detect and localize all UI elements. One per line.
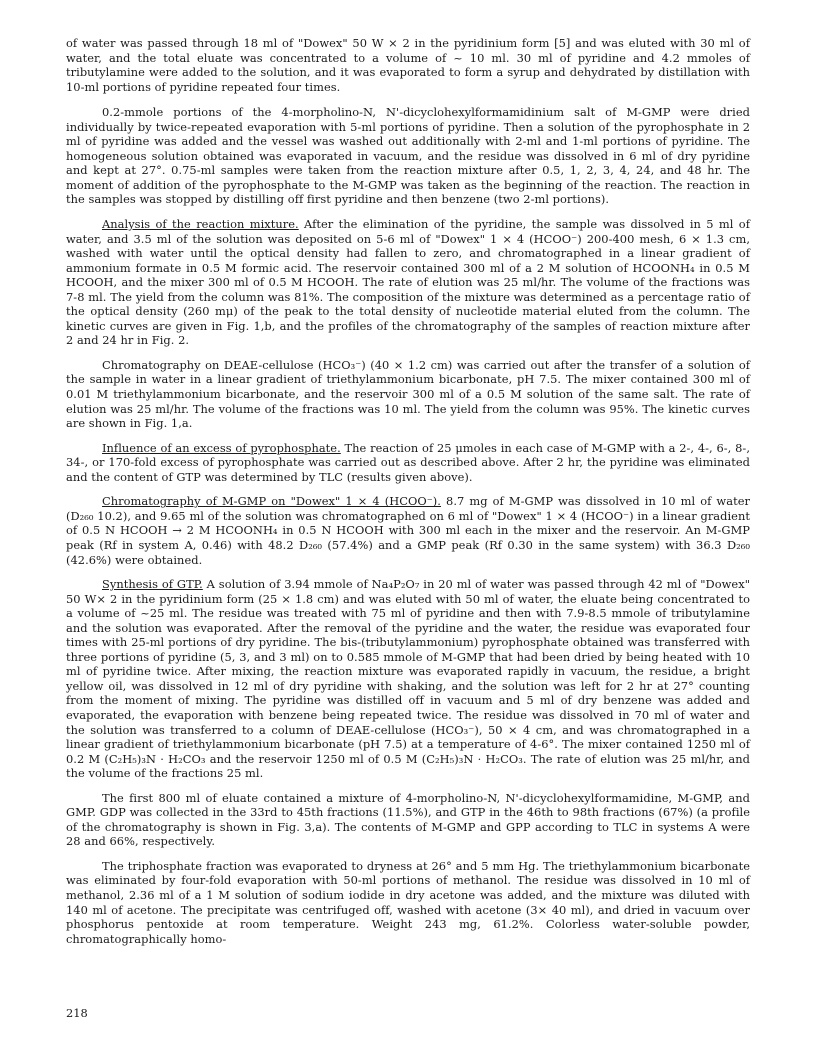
paragraph-text: The triphosphate fraction was evaporated to dryness at 26° and 5 mm Hg. The triethylammonium bicarbonate was eliminated by four-fold evaporation with 50-ml portions of methanol. The residue was dissolved in 10 ml of methanol, 2.36 ml of a 1 M solution of sodium iodide in dry acetone was added, and the mixture was diluted with 140 ml of acetone. The precipitate was centrifuged off, washed with acetone (3× 40 ml), and dried in vacuum over phosphorus pentoxide at room temperature. Weight 243 mg, 61.2%. Colorless water-soluble powder, chromatographically homo-	[66, 858, 750, 946]
paragraph-text: The reaction of 25 μmoles in each case of M-GMP with a 2-, 4-, 6-, 8-, 34-, or 170-fold excess of pyrophosphate was carried out as described above. After 2 hr, the pyridine was eliminated and the content of GTP was determined by TLC (results given above).	[66, 440, 750, 484]
paragraph	[66, 36, 750, 94]
paragraph	[66, 494, 750, 567]
paragraph	[66, 217, 750, 348]
section-heading: Synthesis of GTP.	[102, 577, 203, 592]
section-heading: Chromatography of M-GMP on "Dowex" 1 × 4 (HCOO⁻).	[102, 494, 441, 509]
paragraph	[66, 105, 750, 207]
body-text	[66, 36, 750, 956]
paragraph-text: 8.7 mg of M-GMP was dissolved in 10 ml of water (D₂₆₀ 10.2), and 9.65 ml of the solution was chromatographed on 6 ml of "Dowex" 1 × 4 (HCOO⁻) in a linear gradient of 0.5 N HCOOH → 2 M HCOONH₄ in 0.5 N HCOOH with 300 ml each in the mixer and the reservoir. An M-GMP peak (Rf in system A, 0.46) with 48.2 D₂₆₀ (57.4%) and a GMP peak (Rf 0.30 in the same system) with 36.3 D₂₆₀ (42.6%) were obtained.	[66, 494, 750, 567]
page-number: 218	[66, 1006, 88, 1020]
paragraph	[66, 441, 750, 485]
paragraph-text: of water was passed through 18 ml of "Dowex" 50 W × 2 in the pyridinium form [5] and was eluted with 30 ml of water, and the total eluate was concentrated to a volume of ~ 10 ml. 30 ml of pyridine and 4.2 mmoles of tributylamine were added to the solution, and it was evaporated to form a syrup and dehydrated by distillation with 10-ml portions of pyridine repeated four times.	[66, 36, 750, 94]
paragraph-text: A solution of 3.94 mmole of Na₄P₂O₇ in 20 ml of water was passed through 42 ml of "Dowex" 50 W× 2 in the pyridinium form (25 × 1.8 cm) and was eluted with 50 ml of water, the eluate being concentrated to a volume of ~25 ml. The residue was treated with 75 ml of pyridine and then with 7.9-8.5 mmole of tributylamine and the solution was evaporated. After the removal of the pyridine and the water, the residue was evaporated four times with 25-ml portions of dry pyridine. The bis-(tributylammonium) pyrophosphate obtained was transferred with three portions of pyridine (5, 3, and 3 ml) on to 0.585 mmole of M-GMP that had been dried by being heated with 10 ml of pyridine twice. After mixing, the reaction mixture was evaporated rapidly in vacuum, the residue, a bright yellow oil, was dissolved in 12 ml of dry pyridine with shaking, and the solution was left for 2 hr at 27° counting from the moment of mixing. The pyridine was distilled off in vacuum and 5 ml of dry benzene was added and evaporated, the evaporation with benzene being repeated twice. The residue was dissolved in 70 ml of water and the solution was transferred to a column of DEAE-cellulose (HCO₃⁻), 50 × 4 cm, and was chromatographed in a linear gradient of triethylammonium bicarbonate (pH 7.5) at a temperature of 4-6°. The mixer contained 1250 ml of 0.2 M (C₂H₅)₃N · H₂CO₃ and the reservoir 1250 ml of 0.5 M (C₂H₅)₃N · H₂CO₃. The rate of elution was 25 ml/hr, and the volume of the fractions 25 ml.	[66, 577, 750, 781]
section-heading: Analysis of the reaction mixture.	[102, 217, 299, 232]
paragraph-text: 0.2-mmole portions of the 4-morpholino-N, N'-dicyclohexylformamidinium salt of M-GMP were dried individually by twice-repeated evaporation with 5-ml portions of pyridine. Then a solution of the pyrophosphate in 2 ml of pyridine was added and the vessel was washed out additionally with 2-ml and 1-ml portions of pyridine. The homogeneous solution obtained was evaporated in vacuum, and the residue was dissolved in 6 ml of dry pyridine and kept at 27°. 0.75-ml samples were taken from the reaction mixture after 0.5, 1, 2, 3, 4, 24, and 48 hr. The moment of addition of the pyrophosphate to the M-GMP was taken as the beginning of the reaction. The reaction in the samples was stopped by distilling off first pyridine and then benzene (two 2-ml portions).	[66, 105, 750, 207]
paragraph	[66, 791, 750, 849]
paragraph	[66, 577, 750, 781]
paragraph	[66, 859, 750, 946]
paragraph-text: After the elimination of the pyridine, the sample was dissolved in 5 ml of water, and 3.5 ml of the solution was deposited on 5-6 ml of "Dowex" 1 × 4 (HCOO⁻) 200-400 mesh, 6 × 1.3 cm, washed with water until the optical density had fallen to zero, and chromatographed in a linear gradient of ammonium formate in 0.5 M formic acid. The reservoir contained 300 ml of a 2 M solution of HCOONH₄ in 0.5 M HCOOH, and the mixer 300 ml of 0.5 M HCOOH. The rate of elution was 25 ml/hr. The volume of the fractions was 7-8 ml. The yield from the column was 81%. The composition of the mixture was determined as a percentage ratio of the optical density (260 mμ) of the peak to the total density of nucleotide material eluted from the column. The kinetic curves are given in Fig. 1,b, and the profiles of the chromatography of the samples of reaction mixture after 2 and 24 hr in Fig. 2.	[66, 217, 750, 348]
paragraph	[66, 358, 750, 431]
paragraph-text: Chromatography on DEAE-cellulose (HCO₃⁻) (40 × 1.2 cm) was carried out after the transfer of a solution of the sample in water in a linear gradient of triethylammonium bicarbonate, pH 7.5. The mixer contained 300 ml of 0.01 M triethylammonium bicarbonate, and the reservoir 300 ml of a 0.5 M solution of the same salt. The rate of elution was 25 ml/hr. The volume of the fractions was 10 ml. The yield from the column was 95%. The kinetic curves are shown in Fig. 1,a.	[66, 357, 750, 431]
paragraph-text: The first 800 ml of eluate contained a mixture of 4-morpholino-N, N'-dicyclohexylformamidine, M-GMP, and GMP. GDP was collected in the 33rd to 45th fractions (11.5%), and GTP in the 46th to 98th fractions (67%) (a profile of the chromatography is shown in Fig. 3,a). The contents of M-GMP and GPP according to TLC in systems A were 28 and 66%, respectively.	[66, 790, 750, 849]
section-heading: Influence of an excess of pyrophosphate.	[102, 440, 341, 455]
